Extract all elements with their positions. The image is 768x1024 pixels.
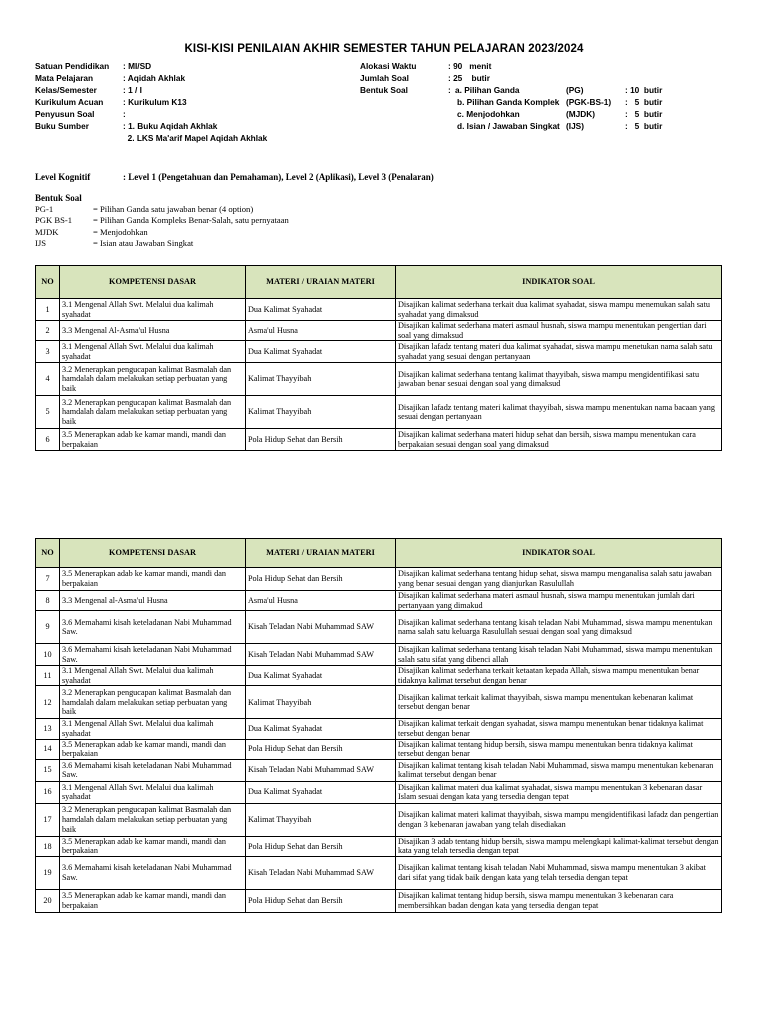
cell-indikator: Disajikan lafadz tentang materi dua kalimat syahadat, siswa mampu menetukan nama salah satu syahadat yang sesuai dengan pertanyaan: [396, 341, 722, 363]
meta-label: Kelas/Semester: [35, 85, 97, 95]
header-kompetensi-dasar: KOMPETENSI DASAR: [60, 266, 246, 299]
table-row: [36, 719, 722, 739]
cell-materi: Dua Kalimat Syahadat: [246, 299, 396, 321]
cell-kompetensi-dasar: 3.3 Mengenal al-Asma'ul Husna: [60, 591, 246, 611]
cell-kompetensi-dasar: 3.5 Menerapkan adab ke kamar mandi, mandi dan berpakaian: [60, 739, 246, 759]
meta-row-bentuk-c: [360, 108, 740, 120]
meta-label: Bentuk Soal: [360, 85, 408, 95]
cell-indikator: Disajikan kalimat sederhana terkait dua kalimat syahadat, siswa mampu menemukan salah satu syahadat yang dimaksud: [396, 299, 722, 321]
table-row: [36, 429, 722, 451]
cell-indikator: Disajikan kalimat sederhana terkait ketaatan kepada Allah, siswa mampu menentukan benar tidaknya kalimat tersebut dengan benar: [396, 666, 722, 686]
cell-indikator: Disajikan kalimat tentang kisah teladan Nabi Muhammad, siswa mampu menentukan 3 akibat dari sifat yang tidak baik dengan kata yang telah tersedia dengan tepat: [396, 856, 722, 889]
meta-label: Mata Pelajaran: [35, 73, 94, 83]
cell-no: 15: [36, 759, 60, 781]
meta-row-mapel: [35, 72, 365, 84]
cell-kompetensi-dasar: 3.6 Memahami kisah keteladanan Nabi Muhammad Saw.: [60, 759, 246, 781]
meta-label: Jumlah Soal: [360, 73, 409, 83]
cell-no: 9: [36, 611, 60, 644]
cell-materi: Dua Kalimat Syahadat: [246, 781, 396, 803]
cell-materi: Dua Kalimat Syahadat: [246, 666, 396, 686]
table-row: [36, 803, 722, 836]
meta-row-buku-2: [35, 132, 365, 144]
kisi-kisi-table-2: [35, 538, 722, 913]
cell-kompetensi-dasar: 3.2 Menerapkan pengucapan kalimat Basmalah dan hamdalah dalam melakukan setiap perbuatan yang baik: [60, 396, 246, 429]
exam-info-block: [360, 60, 740, 132]
cell-kompetensi-dasar: 3.1 Mengenal Allah Swt. Melalui dua kalimah syahadat: [60, 299, 246, 321]
table-body: [36, 568, 722, 913]
table-row: [36, 396, 722, 429]
cell-no: 2: [36, 321, 60, 341]
bentuk-count: : 5 butir: [625, 97, 663, 107]
cell-no: 19: [36, 856, 60, 889]
cell-kompetensi-dasar: 3.2 Menerapkan pengucapan kalimat Basmalah dan hamdalah dalam melakukan setiap perbuatan yang baik: [60, 803, 246, 836]
cell-no: 12: [36, 686, 60, 719]
cell-no: 10: [36, 644, 60, 666]
meta-row-kurikulum: [35, 96, 365, 108]
meta-row-penyusun: [35, 108, 365, 120]
legend-code: PGK BS-1: [35, 215, 73, 226]
legend-code: IJS: [35, 237, 46, 248]
cell-materi: Pola Hidup Sehat dan Bersih: [246, 568, 396, 591]
bentuk-code: (IJS): [566, 121, 584, 131]
meta-value: : 1 / I: [123, 85, 142, 95]
meta-row-bentuk-d: [360, 120, 740, 132]
table-row: [36, 759, 722, 781]
cell-kompetensi-dasar: 3.1 Mengenal Allah Swt. Melalui dua kalimah syahadat: [60, 666, 246, 686]
cell-materi: Kisah Teladan Nabi Muhammad SAW: [246, 644, 396, 666]
table-row: [36, 363, 722, 396]
header-indikator: INDIKATOR SOAL: [396, 539, 722, 568]
header-materi: MATERI / URAIAN MATERI: [246, 266, 396, 299]
bentuk-name: b. Pilihan Ganda Komplek: [457, 97, 560, 107]
cell-no: 1: [36, 299, 60, 321]
bentuk-code: (PGK-BS-1): [566, 97, 612, 107]
cell-materi: Asma'ul Husna: [246, 591, 396, 611]
meta-label: Satuan Pendidikan: [35, 61, 110, 71]
bentuk-count: : 10 butir: [625, 85, 663, 95]
table-row: [36, 836, 722, 856]
cell-materi: Kalimat Thayyibah: [246, 396, 396, 429]
cell-indikator: Disajikan kalimat sederhana tentang kisah teladan Nabi Muhammad, siswa mampu menentukan salah satu sifat yang dibenci allah: [396, 644, 722, 666]
bentuk-count: : 5 butir: [625, 109, 663, 119]
legend-row: [35, 204, 254, 215]
cell-no: 3: [36, 341, 60, 363]
cell-no: 20: [36, 889, 60, 912]
bentuk-name: d. Isian / Jawaban Singkat: [457, 121, 560, 131]
document-title: KISI-KISI PENILAIAN AKHIR SEMESTER TAHUN PELAJARAN 2023/2024: [184, 43, 584, 55]
cell-indikator: Disajikan kalimat terkait kalimat thayyibah, siswa mampu menentukan kebenaran kalimat tersebut dengan benar: [396, 686, 722, 719]
cell-indikator: Disajikan lafadz tentang materi kalimat thayyibah, siswa mampu menentukan nama bacaan yang sesuai dengan pertanyaan: [396, 396, 722, 429]
kisi-kisi-table-1: [35, 265, 722, 451]
meta-value: : 90 menit: [448, 61, 492, 71]
cell-no: 6: [36, 429, 60, 451]
meta-value: : 1. Buku Aqidah Akhlak: [123, 121, 218, 131]
table-row: [36, 321, 722, 341]
level-label: Level Kognitif: [35, 172, 91, 182]
cell-indikator: Disajikan kalimat tentang hidup bersih, siswa mampu menentukan benra tidaknya kalimat tersebut dengan benar: [396, 739, 722, 759]
meta-row-alokasi: [360, 60, 740, 72]
meta-value: : 25 butir: [448, 73, 490, 83]
cell-kompetensi-dasar: 3.1 Mengenal Allah Swt. Melalui dua kalimah syahadat: [60, 781, 246, 803]
bentuk-soal-heading: Bentuk Soal: [35, 193, 82, 203]
cell-indikator: Disajikan kalimat terkait dengan syahadat, siswa mampu menentukan benar tidaknya kalimat tersebut dengan benar: [396, 719, 722, 739]
bentuk-name: c. Menjodohkan: [457, 109, 520, 119]
header-kompetensi-dasar: KOMPETENSI DASAR: [60, 539, 246, 568]
legend-row: [35, 237, 194, 249]
cell-materi: Kisah Teladan Nabi Muhammad SAW: [246, 759, 396, 781]
cell-kompetensi-dasar: 3.3 Mengenal Al-Asma'ul Husna: [60, 321, 246, 341]
cell-kompetensi-dasar: 3.1 Mengenal Allah Swt. Melalui dua kalimah syahadat: [60, 719, 246, 739]
meta-value: 2. LKS Ma'arif Mapel Aqidah Akhlak: [123, 133, 268, 143]
cell-indikator: Disajikan kalimat materi kalimat thayyibah, siswa mampu mengidentifikasi lafadz dan pengertian dengan 3 kebenaran jawaban yang telah disediakan: [396, 803, 722, 836]
meta-label: Penyusun Soal: [35, 109, 95, 119]
meta-row-satuan: [35, 60, 365, 72]
legend-row: [35, 215, 289, 226]
cell-materi: Kalimat Thayyibah: [246, 686, 396, 719]
meta-value: : MI/SD: [123, 61, 152, 71]
cell-indikator: Disajikan kalimat sederhana materi asmaul husnah, siswa mampu menentukan pengertian dari soal yang dimaksud: [396, 321, 722, 341]
cell-kompetensi-dasar: 3.5 Menerapkan adab ke kamar mandi, mandi dan berpakaian: [60, 429, 246, 451]
table-row: [36, 568, 722, 591]
table-row: [36, 889, 722, 912]
legend-code: PG-1: [35, 204, 54, 215]
cell-kompetensi-dasar: 3.5 Menerapkan adab ke kamar mandi, mandi dan berpakaian: [60, 889, 246, 912]
bentuk-code: (MJDK): [566, 109, 596, 119]
cell-no: 16: [36, 781, 60, 803]
meta-label: Kurikulum Acuan: [35, 97, 104, 107]
cell-materi: Dua Kalimat Syahadat: [246, 719, 396, 739]
cell-materi: Kalimat Thayyibah: [246, 803, 396, 836]
bentuk-code: (PG): [566, 85, 584, 95]
cell-no: 5: [36, 396, 60, 429]
cell-indikator: Disajikan kalimat materi dua kalimat syahadat, siswa mampu menentukan 3 kebenaran dasar Islam sesuai dengan kata yang tersedia dengan tepat: [396, 781, 722, 803]
meta-row-buku: [35, 120, 365, 132]
cell-materi: Pola Hidup Sehat dan Bersih: [246, 836, 396, 856]
bentuk-name: a. Pilihan Ganda: [455, 85, 520, 95]
table-header-row: [36, 539, 722, 568]
legend-desc: = Pilihan Ganda Kompleks Benar-Salah, satu pernyataan: [93, 215, 289, 226]
cell-no: 4: [36, 363, 60, 396]
cell-indikator: Disajikan kalimat sederhana materi asmaul husnah, siswa mampu menentukan jumlah dari pertanyaan yang dimakud: [396, 591, 722, 611]
header-no: NO: [36, 266, 60, 299]
cell-materi: Kalimat Thayyibah: [246, 363, 396, 396]
legend-desc: = Isian atau Jawaban Singkat: [93, 237, 194, 248]
cell-no: 18: [36, 836, 60, 856]
meta-row-kelas: [35, 84, 365, 96]
cell-kompetensi-dasar: 3.5 Menerapkan adab ke kamar mandi, mandi dan berpakaian: [60, 568, 246, 591]
meta-row-bentuk-a: [360, 84, 740, 96]
bentuk-soal-legend: [35, 193, 289, 249]
cell-no: 7: [36, 568, 60, 591]
meta-row-jumlah: [360, 72, 740, 84]
meta-label: Alokasi Waktu: [360, 61, 417, 71]
table-row: [36, 611, 722, 644]
bentuk-count: : 5 butir: [625, 121, 663, 131]
cell-indikator: Disajikan kalimat tentang hidup bersih, siswa mampu menentukan 3 kebenaran cara membersihkan badan dengan kata yang tersedia dengan tepat: [396, 889, 722, 912]
cell-indikator: Disajikan kalimat sederhana tentang kisah teladan Nabi Muhammad, siswa mampu menentukan nama salah satu keluarga Rasulullah sesuai dengan soal yang dimaksud: [396, 611, 722, 644]
cell-kompetensi-dasar: 3.6 Memahami kisah keteladanan Nabi Muhammad Saw.: [60, 611, 246, 644]
table-row: [36, 591, 722, 611]
cell-kompetensi-dasar: 3.2 Menerapkan pengucapan kalimat Basmalah dan hamdalah dalam melakukan setiap perbuatan yang baik: [60, 363, 246, 396]
legend-desc: = Pilihan Ganda satu jawaban benar (4 option): [93, 204, 254, 215]
cell-indikator: Disajikan kalimat sederhana tentang hidup sehat, siswa mampu menganalisa salah satu jawaban yang benar sesuai dengan yang dianjurkan Rasulullah: [396, 568, 722, 591]
table-row: [36, 856, 722, 889]
cell-no: 14: [36, 739, 60, 759]
cell-kompetensi-dasar: 3.2 Menerapkan pengucapan kalimat Basmalah dan hamdalah dalam melakukan setiap perbuatan yang baik: [60, 686, 246, 719]
legend-desc: = Menjodohkan: [93, 226, 148, 237]
meta-value: :: [123, 109, 126, 119]
header-indikator: INDIKATOR SOAL: [396, 266, 722, 299]
cell-materi: Pola Hidup Sehat dan Bersih: [246, 429, 396, 451]
cell-kompetensi-dasar: 3.6 Memahami kisah keteladanan Nabi Muhammad Saw.: [60, 856, 246, 889]
cell-materi: Asma'ul Husna: [246, 321, 396, 341]
table-row: [36, 341, 722, 363]
cell-indikator: Disajikan kalimat sederhana materi hidup sehat dan bersih, siswa mampu menentukan cara berpakaian sesuai dengan soal yang dimaksud: [396, 429, 722, 451]
table-row: [36, 686, 722, 719]
header-materi: MATERI / URAIAN MATERI: [246, 539, 396, 568]
meta-row-bentuk-b: [360, 96, 740, 108]
table-header-row: [36, 266, 722, 299]
cell-no: 13: [36, 719, 60, 739]
table-row: [36, 299, 722, 321]
cell-no: 8: [36, 591, 60, 611]
meta-value: : Aqidah Akhlak: [123, 73, 186, 83]
identity-block: [35, 60, 365, 144]
header-no: NO: [36, 539, 60, 568]
table-row: [36, 781, 722, 803]
level-kognitif: [35, 172, 434, 182]
cell-no: 17: [36, 803, 60, 836]
cell-indikator: Disajikan kalimat sederhana tentang kalimat thayyibah, siswa mampu mengidentifikasi satu jawaban benar sesuai dengan soal yang dimaksud: [396, 363, 722, 396]
cell-materi: Dua Kalimat Syahadat: [246, 341, 396, 363]
cell-kompetensi-dasar: 3.6 Memahami kisah keteladanan Nabi Muhammad Saw.: [60, 644, 246, 666]
cell-indikator: Disajikan 3 adab tentang hidup bersih, siswa mampu melengkapi kalimat-kalimat tersebut dengan kata yang telah tersedia dengan tepat: [396, 836, 722, 856]
meta-value: : Kurikulum K13: [123, 97, 187, 107]
cell-kompetensi-dasar: 3.1 Mengenal Allah Swt. Melalui dua kalimah syahadat: [60, 341, 246, 363]
cell-materi: Pola Hidup Sehat dan Bersih: [246, 889, 396, 912]
cell-materi: Pola Hidup Sehat dan Bersih: [246, 739, 396, 759]
table-row: [36, 644, 722, 666]
cell-materi: Kisah Teladan Nabi Muhammad SAW: [246, 856, 396, 889]
table-body: [36, 299, 722, 451]
bentuk-prefix: :: [448, 85, 451, 95]
cell-materi: Kisah Teladan Nabi Muhammad SAW: [246, 611, 396, 644]
legend-row: [35, 226, 148, 238]
table-row: [36, 739, 722, 759]
table-row: [36, 666, 722, 686]
cell-kompetensi-dasar: 3.5 Menerapkan adab ke kamar mandi, mandi dan berpakaian: [60, 836, 246, 856]
cell-indikator: Disajikan kalimat tentang kisah teladan Nabi Muhammad, siswa mampu menentukan kebenaran kalimat tersebut dengan benar: [396, 759, 722, 781]
legend-code: MJDK: [35, 226, 59, 237]
meta-label: Buku Sumber: [35, 121, 89, 131]
cell-no: 11: [36, 666, 60, 686]
level-value: : Level 1 (Pengetahuan dan Pemahaman), Level 2 (Aplikasi), Level 3 (Penalaran): [123, 172, 434, 182]
